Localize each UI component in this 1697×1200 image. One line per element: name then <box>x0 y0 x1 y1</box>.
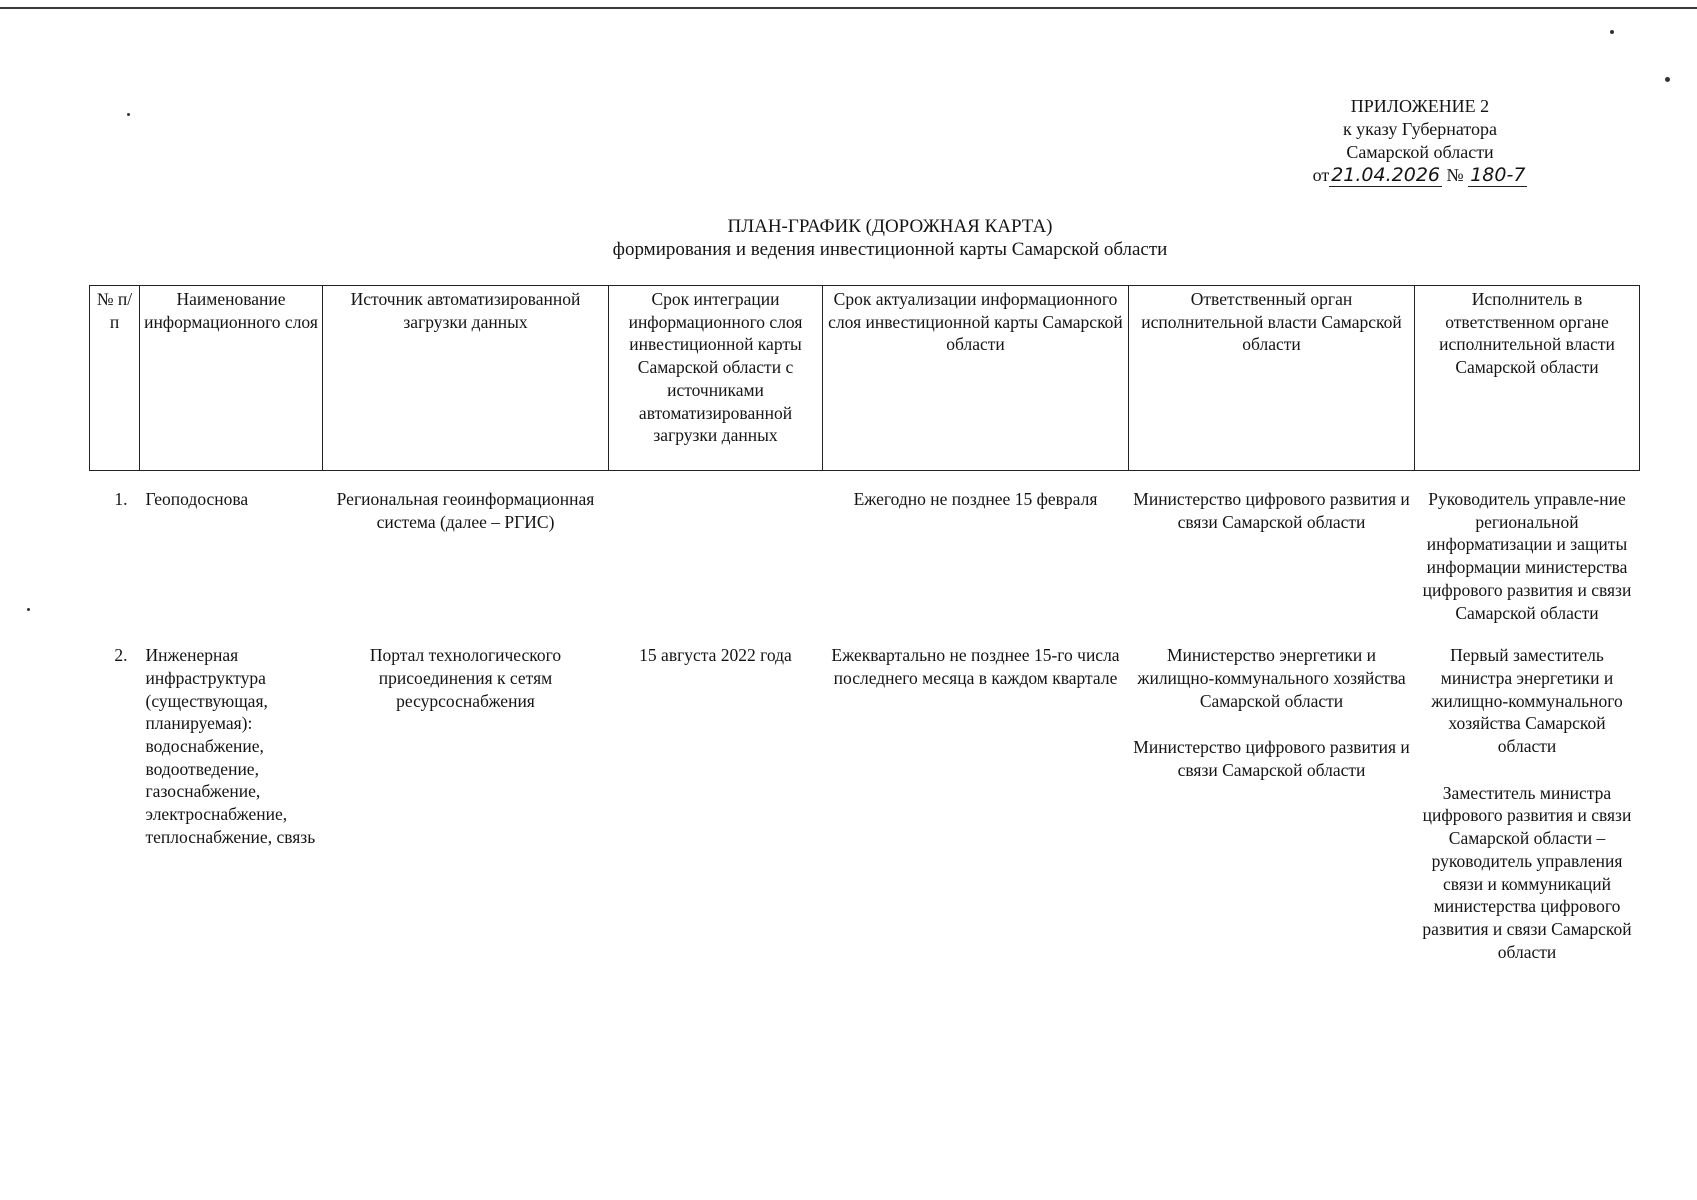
row-executor <box>1415 641 1640 966</box>
date-prefix: от <box>1312 165 1330 185</box>
table-row <box>90 641 1640 966</box>
appendix-decree-line: к указу Губернатора <box>1342 119 1498 139</box>
row-update-deadline: Ежеквартально не позднее 15-го числа последнего месяца в каждом квартале <box>831 645 1120 688</box>
table-row <box>90 485 1640 627</box>
row-responsible-authority: Министерство цифрового развития и связи Самарской области <box>1133 489 1410 532</box>
header-data-source: Источник автоматизированной загрузки данных <box>323 286 609 471</box>
roadmap-table <box>89 285 1640 966</box>
row-responsible-authority <box>1129 641 1415 966</box>
row-layer-name: Геоподоснова <box>145 489 249 509</box>
decree-date: 21.04.2026 <box>1331 164 1441 186</box>
appendix-region-line: Самарской области <box>1346 142 1494 162</box>
scan-speck <box>127 113 130 116</box>
appendix-date-line <box>1270 164 1570 187</box>
row-number: 1. <box>114 489 128 509</box>
scan-speck <box>1665 77 1670 82</box>
document-title-sub: формирования и ведения инвестиционной карты Самарской области <box>612 239 1168 260</box>
executor-energy-ministry: Первый заместитель министра энергетики и жилищно-коммунального хозяйства Самарской области <box>1431 645 1623 757</box>
row-update-deadline: Ежегодно не позднее 15 февраля <box>853 489 1098 509</box>
document-title-main: ПЛАН-ГРАФИК (ДОРОЖНАЯ КАРТА) <box>727 216 1053 237</box>
scan-speck <box>1610 30 1614 34</box>
appendix-title: ПРИЛОЖЕНИЕ 2 <box>1350 96 1490 116</box>
row-data-source: Портал технологического присоединения к сетям ресурсоснабжения <box>369 645 562 711</box>
row-executor: Руководитель управле-ние региональной информатизации и защиты информации министерства цифрового развития и связи Самарской области <box>1422 489 1632 623</box>
authority-energy-ministry: Министерство энергетики и жилищно-коммунального хозяйства Самарской области <box>1137 645 1406 711</box>
appendix-header <box>1270 95 1570 187</box>
header-layer-name: Наименование информационного слоя <box>140 286 323 471</box>
row-layer-name: Инженерная инфраструктура (существующая, планируемая): водоснабжение, водоотведение, газоснабжение, электроснабжение, теплоснабжение, связь <box>145 645 316 847</box>
row-data-source: Региональная геоинформационная система (далее – РГИС) <box>336 489 595 532</box>
scan-edge-line <box>0 7 1697 9</box>
header-number: № п/п <box>90 286 140 471</box>
executor-digital-ministry: Заместитель министра цифрового развития и связи Самарской области – руководитель управления связи и коммуникаций министерства цифрового развития и связи Самарской области <box>1422 782 1632 962</box>
decree-number: 180-7 <box>1470 164 1526 186</box>
cell-spacer <box>1133 712 1411 736</box>
number-prefix: № <box>1446 165 1464 185</box>
authority-digital-ministry: Министерство цифрового развития и связи Самарской области <box>1133 737 1410 781</box>
table-spacer <box>90 627 1640 641</box>
table-spacer <box>90 471 1640 486</box>
header-update-deadline: Срок актуализации информационного слоя инвестиционной карты Самарской области <box>823 286 1129 471</box>
table-header-row <box>90 286 1640 471</box>
header-integration-deadline: Срок интеграции информационного слоя инвестиционной карты Самарской области с источниками автоматизированной загрузки данных <box>609 286 823 471</box>
row-number: 2. <box>114 645 128 666</box>
header-executor: Исполнитель в ответственном органе исполнительной власти Самарской области <box>1415 286 1640 471</box>
cell-spacer <box>1419 758 1636 782</box>
row-integration-deadline <box>609 485 823 627</box>
document-title <box>300 215 1480 261</box>
row-integration-deadline: 15 августа 2022 года <box>639 645 792 666</box>
header-responsible-authority: Ответственный орган исполнительной власти Самарской области <box>1129 286 1415 471</box>
scan-speck <box>27 608 30 611</box>
